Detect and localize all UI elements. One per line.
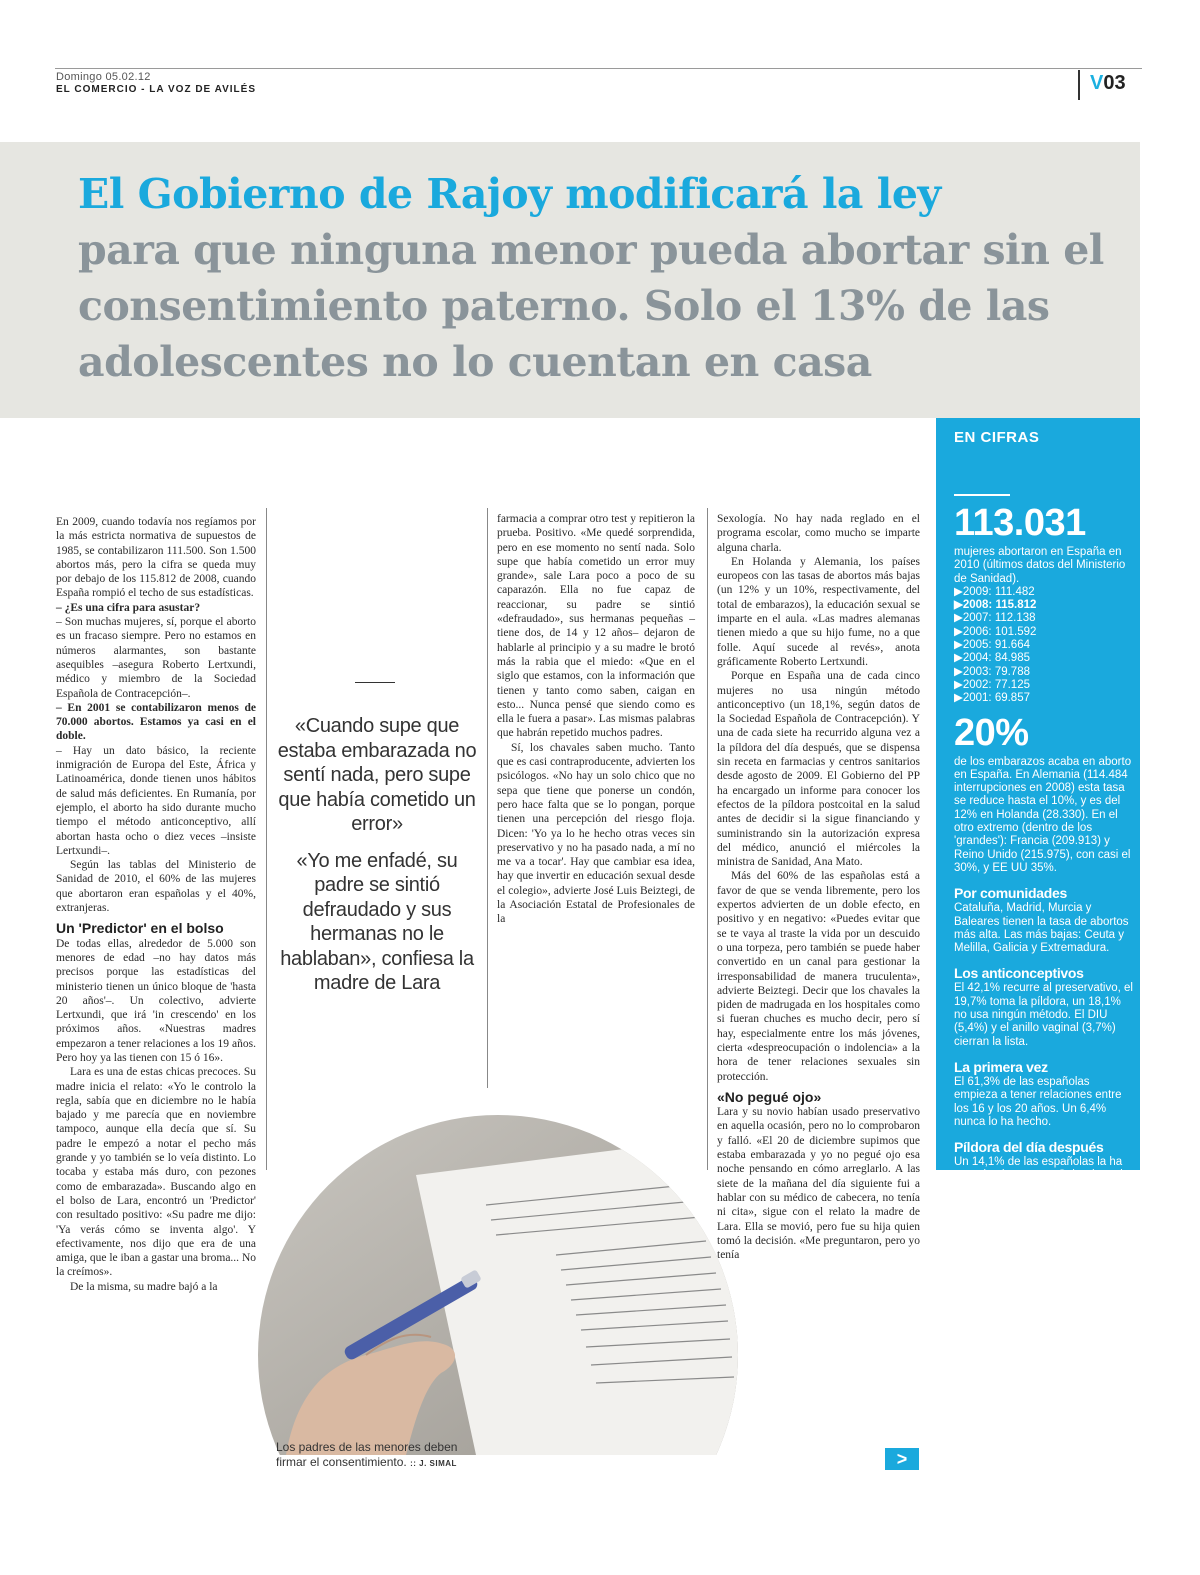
paragraph: Lara y su novio habían usado preservativo en aquella ocasión, pero no lo comprobaron y falló. «El 20 de diciembre supimos que estaba embarazada y yo no pegué ojo esa noche pensando en cómo arreglarlo. A las siete de la mañana del día siguiente fui a hablar con su médico de cabecera, no tenía ni cita», sigue con el relato la madre de Lara. Ella se movió, pero fue su hija quien tomó la decisión. «Me preguntaron, pero yo tenía	[717, 1106, 920, 1262]
stat-text: Un 14,1% de las españolas la ha tomado alguna vez. Ocho de cada diez lo hicieron porque habían tenido problemas con el anticonceptivo. El 60% de las mujeres cree que su uso puede ser grave para la salud, pero se muestran favorables a su libre dispensación.	[954, 1156, 1130, 1275]
stat-figure: 20%	[954, 711, 1029, 754]
list-item: ▶2004: 84.985	[954, 652, 1030, 665]
list-item: ▶2001: 69.857	[954, 692, 1030, 705]
pull-quotes	[272, 714, 482, 1008]
page-digits: 03	[1103, 72, 1126, 94]
photo-credit: :: J. SIMAL	[410, 1459, 457, 1468]
sidebar-subheading: La primera vez	[954, 1058, 1048, 1075]
paragraph: De todas ellas, alrededor de 5.000 son menores de edad –no hay datos más precisos porque las estadísticas del ministerio tienen un único bloque de 'hasta 20 años'–. Un colectivo, advierte Lertxundi, que irá 'in crescendo' en los próximos años. «Nuestras madres empezaron a tener relaciones a los 19 años. Pero hoy ya las tienen con 15 ó 16».	[56, 937, 256, 1064]
list-item: ▶2003: 79.788	[954, 665, 1030, 678]
header-rule	[55, 68, 1142, 69]
photo-hand-signing-form	[256, 1115, 740, 1455]
subheading: Un 'Predictor' en el bolso	[56, 920, 224, 937]
pull-quote: «Cuando supe que estaba embarazada no sentí nada, pero supe que había cometido un error»	[277, 715, 477, 835]
subheading: «No pegué ojo»	[717, 1088, 822, 1105]
stat-figure: 113.031	[954, 502, 1086, 544]
page-number-divider	[1078, 70, 1080, 100]
paragraph: En Holanda y Alemania, los países europeos con las tasas de abortos más bajas (un 12% y un 10%, respectivamente, del total de embarazos), la educación sexual se imparte en el aula. «Las madres alemanas tienen miedo a que su hijo fume, no a que folle. Aquí sucede al revés», anota gráficamente Roberto Lertxundi.	[717, 555, 920, 668]
sidebar-rule	[954, 494, 1010, 496]
sidebar-title: EN CIFRAS	[954, 429, 1040, 446]
paragraph: Lara es una de estas chicas precoces. Su madre inicia el relato: «Yo le controlo la regla, sabía que en diciembre no le había bajado y me parecía que en noviembre tampoco, aunque ella decía que sí. Su padre le empezó a notar el pecho más grande y yo también se lo veía distinto. Lo tocaba y estaba más duro, con pezones como de embarazada». Buscando algo en el bolso de Lara, encontró un 'Predictor' con resultado positivo: «Su padre me dijo: 'Ya verás cómo se inventa algo'. Y efectivamente, nos dijo que era de una amiga, que le iban a gastar una broma... No la creímos».	[56, 1066, 256, 1279]
sidebar-subheading: Píldora del día después	[954, 1139, 1104, 1156]
caption-text: Los padres de las menores deben firmar el consentimiento.	[276, 1440, 458, 1469]
sidebar-content	[954, 500, 1134, 1276]
headline-line1: El Gobierno de Rajoy modificará la ley	[78, 170, 941, 218]
interview-question: – En 2001 se contabilizaron menos de 70.000 abortos. Estamos ya casi en el doble.	[56, 701, 256, 743]
list-item: ▶2007: 112.138	[954, 612, 1036, 625]
headline	[78, 166, 1128, 390]
column-divider	[707, 508, 708, 1170]
column-divider	[487, 508, 488, 1088]
paragraph: – Son muchas mujeres, sí, porque el aborto es un fracaso siempre. Pero no estamos en números alarmantes, son bastante asequibles –asegura Roberto Lertxundi, médico y miembro de la Sociedad Española de Contracepción–.	[56, 616, 256, 700]
list-item: ▶2006: 101.592	[954, 625, 1037, 638]
newspaper-name: EL COMERCIO - LA VOZ DE AVILÉS	[56, 84, 257, 95]
paragraph: De la misma, su madre bajó a la	[70, 1280, 218, 1293]
article-column-3	[497, 512, 695, 927]
issue-date: Domingo 05.02.12	[56, 71, 151, 83]
page-number	[1090, 72, 1126, 95]
interview-question: – ¿Es una cifra para asustar?	[56, 601, 201, 614]
stat-text: mujeres abortaron en España en 2010 (últimos datos del Ministerio de Sanidad).	[954, 546, 1126, 585]
stat-text: Cataluña, Madrid, Murcia y Baleares tienen la tasa de abortos más alta. Las más bajas: Ceuta y Melilla, Galicia y Extremadura.	[954, 902, 1129, 955]
article-column-4	[717, 512, 920, 1262]
stat-text: de los embarazos acaba en aborto en España. En Alemania (114.484 interrupciones en 2008) esta tasa se reduce hasta el 10%, y es del 12% en Holanda (28.330). En el otro extremo (dentro de los 'grandes'): Francia (209.913) y Reino Unido (215.975), con casi el 30%, y EE UU 35%.	[954, 755, 1132, 874]
list-item: ▶2008: 115.812	[954, 599, 1037, 612]
pull-quote: «Yo me enfadé, su padre se sintió defraudado y sus hermanas no le hablaban», confiesa la madre de Lara	[280, 849, 474, 994]
stat-text: El 61,3% de las españolas empieza a tener relaciones entre los 16 y los 20 años. Un 6,4% nunca lo ha hecho.	[954, 1075, 1122, 1128]
continue-arrow-icon: >	[885, 1448, 919, 1470]
yearly-abortions-list	[954, 586, 1134, 706]
paragraph: farmacia a comprar otro test y repitieron la prueba. Positivo. «Me quedé sorprendida, pero en ese momento no sentí nada. Solo supe que había cometido un error muy grande», sale Lara poco a poco de su caparazón. Ella no fue capaz de reaccionar, su padre se sintió «defraudado», sus hermanas pequeñas –tiene dos, de 14 y 12 años– dejaron de hablarle al principio y a su madre le brotó más la rabia que el miedo: «Que en el siglo que estamos, con la información que tienen y tanto como saben, caigan en esto... Nunca pensé que siendo como es ella le fuera a pasar». Las mismas palabras que habrán repetido muchos padres.	[497, 513, 695, 740]
paragraph: – Hay un dato básico, la reciente inmigración de Europa del Este, África y Latinoamérica, donde tienen unos hábitos de salud más deficientes. En Rumanía, por ejemplo, el aborto ha sido durante mucho tiempo el método anticonceptivo, allí abortan hasta ocho o diez veces –insiste Lertxundi–.	[56, 744, 256, 857]
list-item: ▶2009: 111.482	[954, 585, 1035, 598]
paragraph: Porque en España una de cada cinco mujeres no usa ningún método anticonceptivo (un 18,1%, según datos de la Sociedad Española de Contracepción). Y una de cada siete ha recurrido alguna vez a la píldora del día después, que se dispensa sin receta en farmacias y centros sanitarios desde agosto de 2009. El Gobierno del PP ha encargado un informe para conocer los efectos de la píldora postcoital en la salud antes de decidir si la sigue financiando y suministrando sin la autorización expresa del médico, anunció el miércoles la ministra de Sanidad, Ana Mato.	[717, 670, 920, 869]
list-item: ▶2002: 77.125	[954, 678, 1030, 691]
article-column-1	[56, 515, 256, 1294]
stat-text: El 42,1% recurre al preservativo, el 19,7% toma la píldora, un 18,1% no usa ningún método. El DIU (5,4%) y el anillo vaginal (3,7%) cierran la lista.	[954, 982, 1133, 1048]
en-cifras-sidebar	[936, 418, 1140, 1275]
headline-line2: para que ninguna menor pueda abortar sin el consentimiento paterno. Solo el 13% de las adolescentes no lo cuentan en casa	[78, 226, 1104, 386]
paragraph: En 2009, cuando todavía nos regíamos por la más estricta normativa de supuestos de 1985, se contabilizaron 111.500. Son 1.500 abortos más, pero la cifra se queda muy por debajo de los 115.812 de 2008, cuando España rompió el techo de sus estadísticas.	[56, 516, 256, 600]
paragraph: Sí, los chavales saben mucho. Tanto que es casi contraproducente, advierten los psicólogos. «No hay un solo chico que no sepa que tiene que ponerse un condón, pero hace falta que se lo pongan, porque tienen una percepción del riesgo floja. Dicen: 'Yo ya lo he hecho otras veces sin preservativo y no ha pasado nada, a mí no me va a tocar'. Hay que cambiar esa idea, hay que invertir en educación sexual desde el colegio», advierte José Luis Beiztegi, de la Asociación Estatal de Profesionales de la	[497, 741, 695, 926]
photo-caption	[276, 1440, 466, 1471]
quote-rule	[355, 682, 395, 683]
column-divider	[266, 508, 267, 1170]
paragraph: Según las tablas del Ministerio de Sanidad de 2010, el 60% de las mujeres que abortaron eran españolas y el 40%, extranjeras.	[56, 859, 256, 915]
sidebar-subheading: Los anticonceptivos	[954, 965, 1084, 982]
list-item: ▶2005: 91.664	[954, 639, 1030, 652]
sidebar-subheading: Por comunidades	[954, 885, 1067, 902]
paragraph: Más del 60% de las españolas está a favor de que se venda libremente, pero los expertos advierten de un doble efecto, en positivo y en negativo: «Puedes evitar que se te vaya al traste la vida por un descuido o una torpeza, pero también se puede haber convertido en un canal para gestionar la irresponsabilidad de manera truculenta», advierte Beiztegi. Decir que los chavales la piden de madrugada en los hospitales como si fueran chuches es mucho decir, pero sí hay, especialmente entre los más jóvenes, cierta «despreocupación o indolencia» a la hora de tener relaciones sexuales sin protección.	[717, 870, 920, 1083]
paragraph: Sexología. No hay nada reglado en el programa escolar, como mucho se imparte alguna charla.	[717, 513, 920, 554]
page-letter: V	[1090, 72, 1104, 94]
